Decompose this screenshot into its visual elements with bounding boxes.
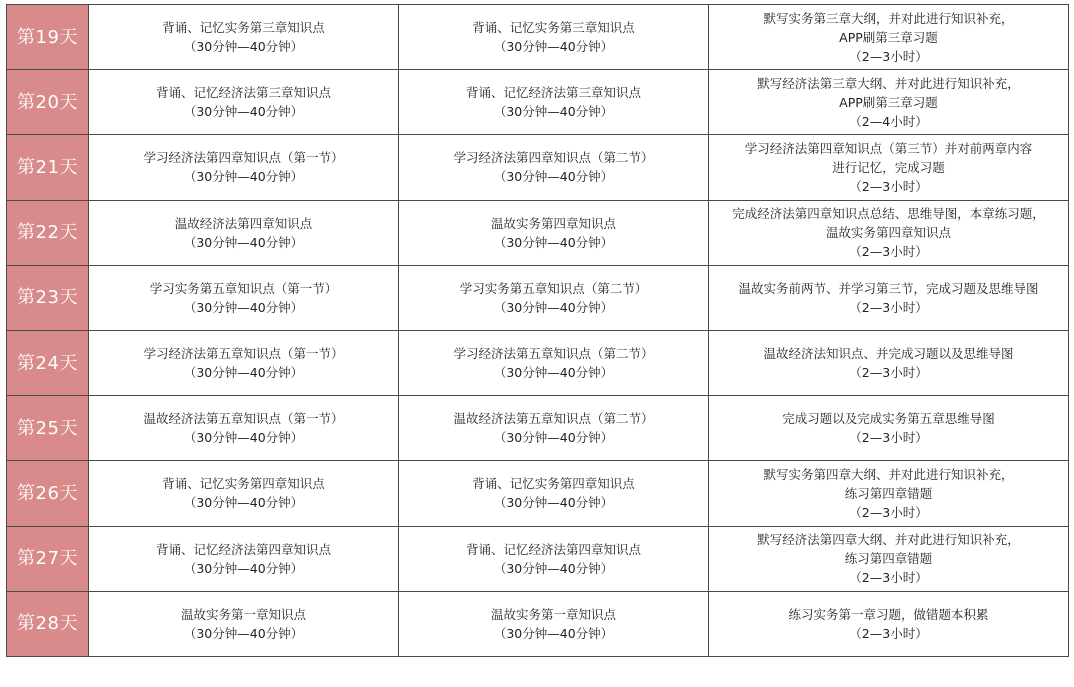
task-line: 背诵、记忆经济法第三章知识点 xyxy=(465,85,641,101)
task-line: 学习经济法第五章知识点（第二节） xyxy=(453,346,654,362)
task-line: （30分钟—40分钟） xyxy=(493,365,614,381)
task-line: （30分钟—40分钟） xyxy=(183,234,304,250)
task-line: （2—3小时） xyxy=(849,178,928,194)
task-line: 背诵、记忆实务第三章知识点 xyxy=(162,20,325,36)
study-schedule-table xyxy=(6,4,1069,657)
day-label: 第28天 xyxy=(7,591,89,656)
task-line: （2—3小时） xyxy=(849,430,928,446)
day-label: 第23天 xyxy=(7,265,89,330)
task-cell-col2 xyxy=(399,200,709,265)
task-line: （2—3小时） xyxy=(849,299,928,315)
day-label: 第24天 xyxy=(7,330,89,395)
task-line: （30分钟—40分钟） xyxy=(493,625,614,641)
task-line: 温故经济法第五章知识点（第二节） xyxy=(453,411,654,427)
task-line: （30分钟—40分钟） xyxy=(493,234,614,250)
day-label: 第25天 xyxy=(7,396,89,461)
task-cell-col2 xyxy=(399,5,709,70)
task-cell-col1 xyxy=(89,265,399,330)
task-line: 学习经济法第四章知识点（第二节） xyxy=(453,150,654,166)
day-label: 第22天 xyxy=(7,200,89,265)
task-cell-col1 xyxy=(89,70,399,135)
task-line: 练习第四章错题 xyxy=(844,551,933,567)
day-label: 第27天 xyxy=(7,526,89,591)
task-line: 背诵、记忆经济法第四章知识点 xyxy=(155,541,331,557)
task-cell-col3 xyxy=(709,200,1069,265)
task-line: （30分钟—40分钟） xyxy=(183,365,304,381)
task-line: （30分钟—40分钟） xyxy=(183,560,304,576)
task-line: （2—3小时） xyxy=(849,570,928,586)
task-cell-col3 xyxy=(709,70,1069,135)
task-cell-col3 xyxy=(709,135,1069,200)
day-label: 第21天 xyxy=(7,135,89,200)
task-line: 完成经济法第四章知识点总结、思维导图，本章练习题， xyxy=(732,206,1045,222)
task-line: 温故实务第四章知识点 xyxy=(825,225,951,241)
task-cell-col2 xyxy=(399,135,709,200)
task-line: 完成习题以及完成实务第五章思维导图 xyxy=(782,411,995,427)
task-cell-col2 xyxy=(399,265,709,330)
task-cell-col3 xyxy=(709,265,1069,330)
task-line: 练习实务第一章习题，做错题本积累 xyxy=(788,606,989,622)
task-line: （30分钟—40分钟） xyxy=(493,104,614,120)
task-cell-col1 xyxy=(89,526,399,591)
task-cell-col2 xyxy=(399,330,709,395)
task-line: 学习经济法第四章知识点（第三节）并对前两章内容 xyxy=(744,140,1033,156)
schedule-row xyxy=(7,591,1069,656)
schedule-row xyxy=(7,330,1069,395)
schedule-row xyxy=(7,396,1069,461)
task-cell-col3 xyxy=(709,5,1069,70)
task-line: 进行记忆，完成习题 xyxy=(832,159,945,175)
day-label: 第20天 xyxy=(7,70,89,135)
task-line: （30分钟—40分钟） xyxy=(183,495,304,511)
task-line: （30分钟—40分钟） xyxy=(183,299,304,315)
task-cell-col1 xyxy=(89,5,399,70)
task-line: 默写经济法第四章大纲、并对此进行知识补充， xyxy=(757,532,1020,548)
task-cell-col1 xyxy=(89,461,399,526)
task-cell-col1 xyxy=(89,591,399,656)
schedule-row xyxy=(7,526,1069,591)
task-line: 背诵、记忆实务第四章知识点 xyxy=(162,476,325,492)
task-cell-col3 xyxy=(709,396,1069,461)
task-cell-col1 xyxy=(89,396,399,461)
day-label: 第26天 xyxy=(7,461,89,526)
schedule-row xyxy=(7,70,1069,135)
task-line: 温故实务第一章知识点 xyxy=(180,606,306,622)
task-line: （2—3小时） xyxy=(849,504,928,520)
task-line: 练习第四章错题 xyxy=(844,485,933,501)
task-line: 学习经济法第四章知识点（第一节） xyxy=(143,150,344,166)
task-line: 温故实务前两节、并学习第三节，完成习题及思维导图 xyxy=(738,280,1039,296)
task-line: 温故实务第一章知识点 xyxy=(490,606,616,622)
task-line: 学习实务第五章知识点（第一节） xyxy=(149,280,338,296)
schedule-body xyxy=(7,5,1069,657)
task-line: 温故经济法知识点、并完成习题以及思维导图 xyxy=(763,346,1014,362)
task-line: （30分钟—40分钟） xyxy=(493,39,614,55)
task-line: （2—4小时） xyxy=(849,113,928,129)
task-line: （30分钟—40分钟） xyxy=(183,169,304,185)
task-cell-col1 xyxy=(89,135,399,200)
task-line: APP刷第三章习题 xyxy=(839,29,938,45)
task-line: 温故经济法第四章知识点 xyxy=(174,215,313,231)
task-line: 默写经济法第三章大纲、并对此进行知识补充， xyxy=(757,75,1020,91)
task-line: （30分钟—40分钟） xyxy=(493,430,614,446)
task-line: 温故经济法第五章知识点（第一节） xyxy=(143,411,344,427)
task-line: 默写实务第三章大纲，并对此进行知识补充， xyxy=(763,10,1014,26)
task-cell-col1 xyxy=(89,200,399,265)
schedule-row xyxy=(7,200,1069,265)
task-line: （2—3小时） xyxy=(849,625,928,641)
task-line: （30分钟—40分钟） xyxy=(493,560,614,576)
task-line: （2—3小时） xyxy=(849,244,928,260)
task-line: （30分钟—40分钟） xyxy=(493,299,614,315)
task-line: 温故实务第四章知识点 xyxy=(490,215,616,231)
task-cell-col1 xyxy=(89,330,399,395)
task-cell-col2 xyxy=(399,70,709,135)
task-line: （2—3小时） xyxy=(849,365,928,381)
task-line: 学习实务第五章知识点（第二节） xyxy=(459,280,648,296)
task-cell-col2 xyxy=(399,526,709,591)
task-line: 背诵、记忆经济法第四章知识点 xyxy=(465,541,641,557)
day-label: 第19天 xyxy=(7,5,89,70)
task-cell-col3 xyxy=(709,591,1069,656)
task-line: （30分钟—40分钟） xyxy=(183,430,304,446)
task-line: （30分钟—40分钟） xyxy=(183,625,304,641)
task-cell-col3 xyxy=(709,330,1069,395)
task-cell-col2 xyxy=(399,396,709,461)
task-line: （30分钟—40分钟） xyxy=(183,104,304,120)
task-line: 背诵、记忆实务第三章知识点 xyxy=(472,20,635,36)
task-line: （2—3小时） xyxy=(849,48,928,64)
task-line: 背诵、记忆实务第四章知识点 xyxy=(472,476,635,492)
task-line: （30分钟—40分钟） xyxy=(493,495,614,511)
task-cell-col3 xyxy=(709,526,1069,591)
task-line: APP刷第三章习题 xyxy=(839,94,938,110)
task-line: （30分钟—40分钟） xyxy=(493,169,614,185)
task-line: 背诵、记忆经济法第三章知识点 xyxy=(155,85,331,101)
task-line: （30分钟—40分钟） xyxy=(183,39,304,55)
task-line: 学习经济法第五章知识点（第一节） xyxy=(143,346,344,362)
schedule-row xyxy=(7,135,1069,200)
task-line: 默写实务第四章大纲、并对此进行知识补充， xyxy=(763,466,1014,482)
schedule-row xyxy=(7,5,1069,70)
task-cell-col2 xyxy=(399,591,709,656)
task-cell-col3 xyxy=(709,461,1069,526)
schedule-row xyxy=(7,265,1069,330)
task-cell-col2 xyxy=(399,461,709,526)
schedule-row xyxy=(7,461,1069,526)
